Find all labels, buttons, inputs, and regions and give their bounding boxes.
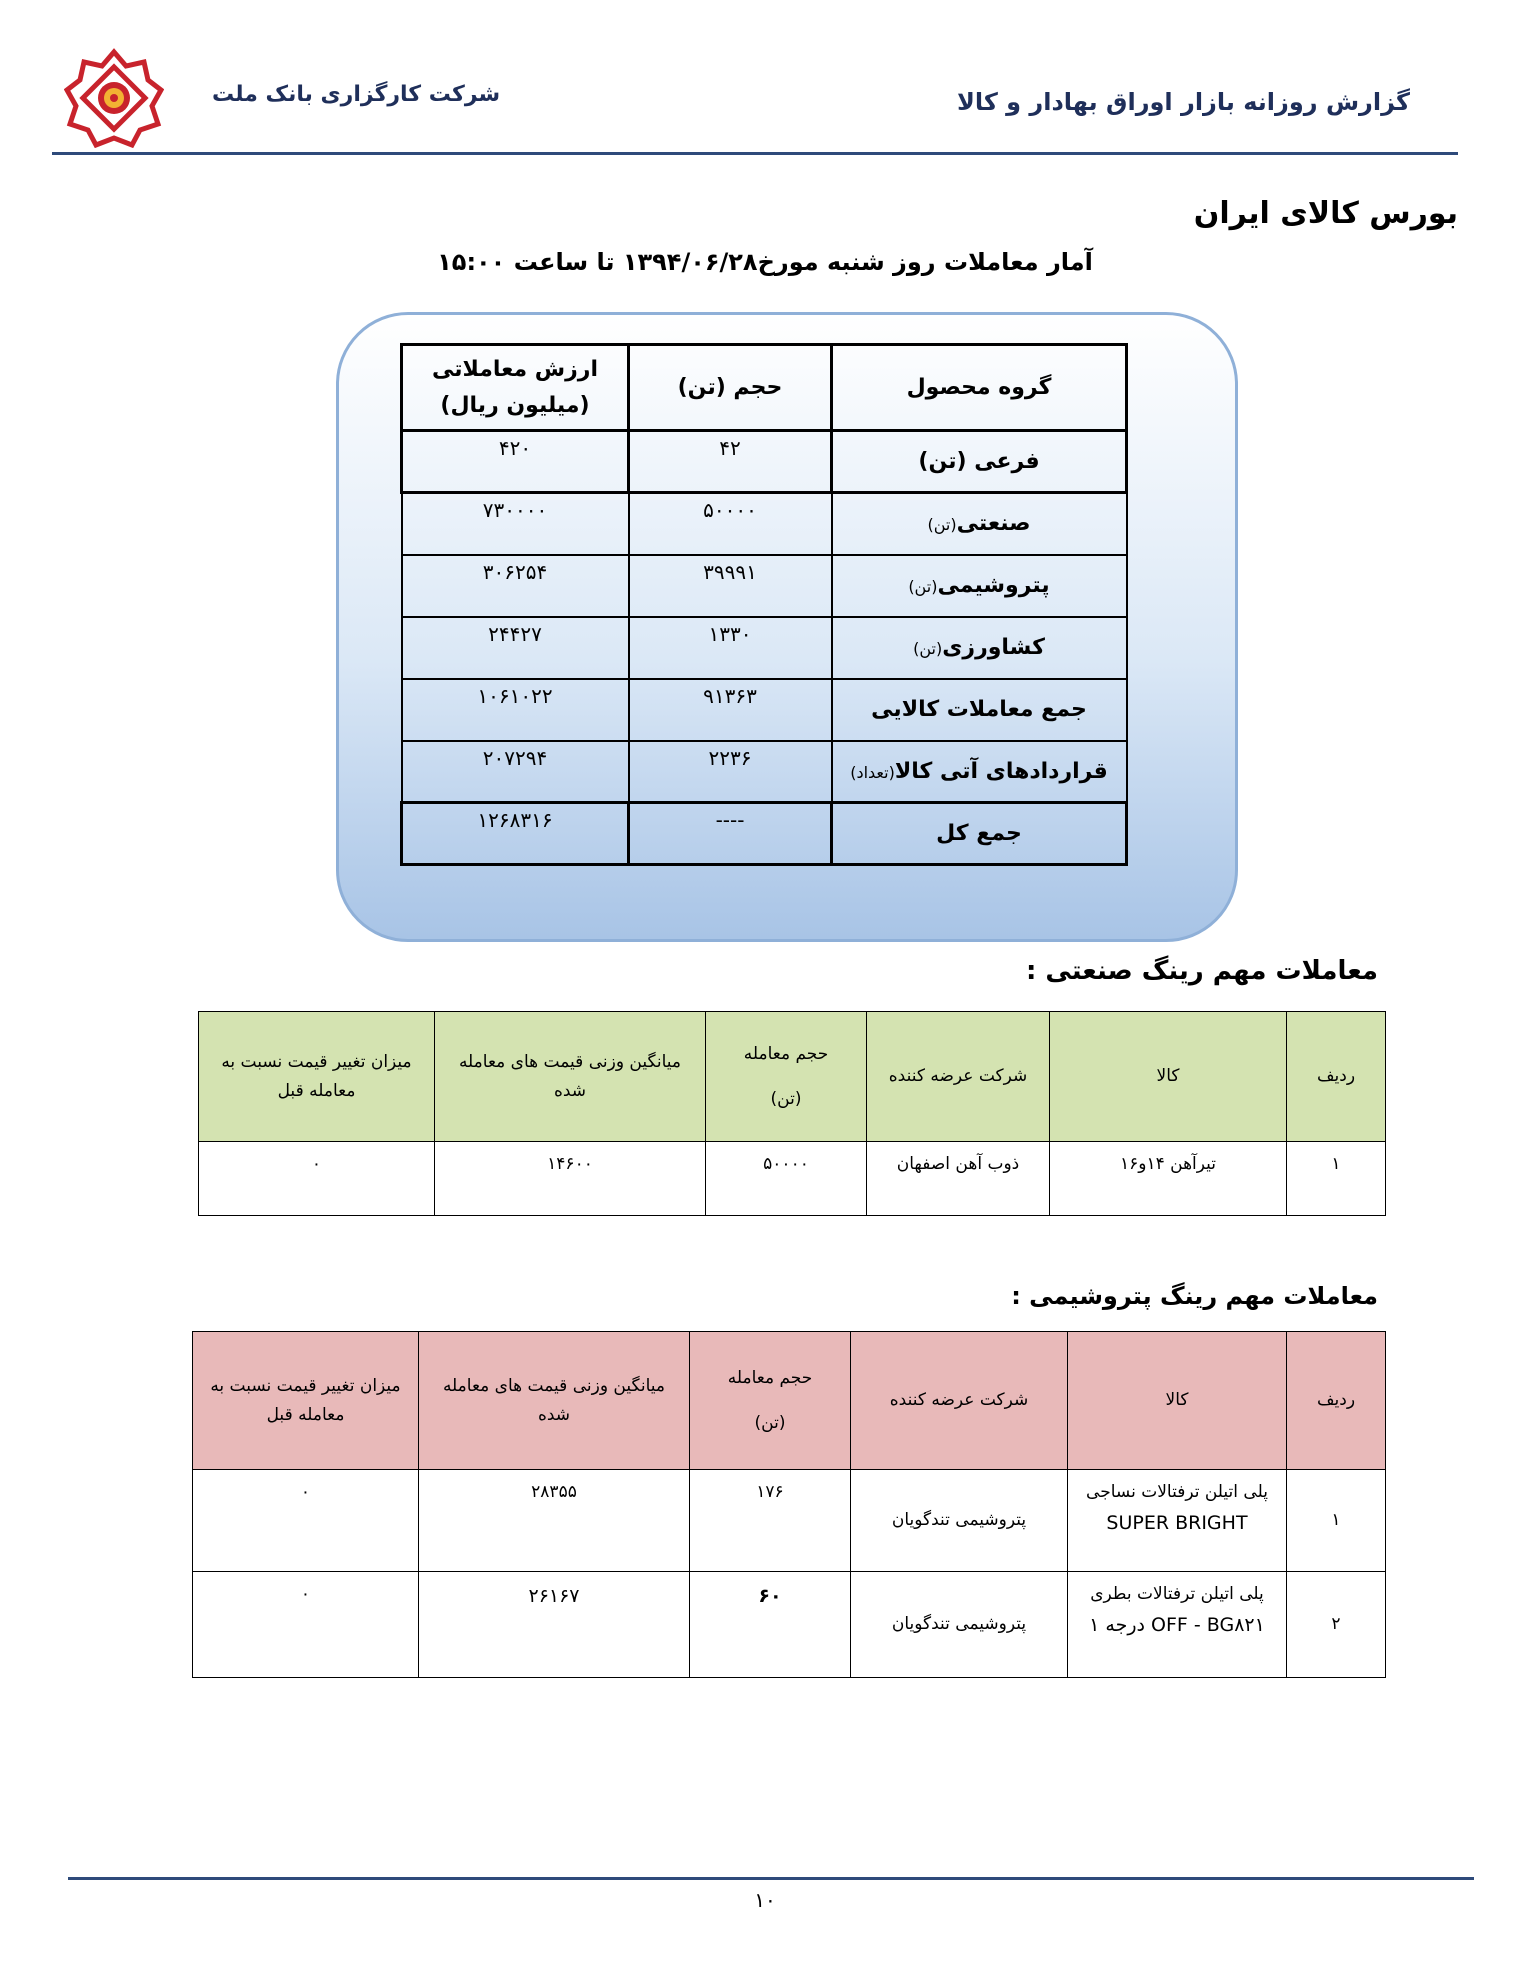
col-price-change: میزان تغییر قیمت نسبت به معامله قبل <box>199 1012 435 1142</box>
row-value: ۳۰۶۲۵۴ <box>402 555 629 617</box>
industrial-table <box>198 1011 1386 1216</box>
header-value <box>402 345 629 431</box>
summary-total-row <box>402 803 1127 865</box>
row-name: جمع کل <box>832 803 1127 865</box>
petrochemical-ring-title: معاملات مهم رینگ پتروشیمی : <box>1011 1282 1378 1310</box>
row-name: پتروشیمی(تن) <box>832 555 1127 617</box>
header-value-line1: ارزش معاملاتی <box>431 357 599 383</box>
row-value: ۲۴۴۲۷ <box>402 617 629 679</box>
row-name: قراردادهای آتی کالا(تعداد) <box>832 741 1127 803</box>
cell-row: ۱ <box>1287 1470 1386 1572</box>
petrochemical-header-row <box>193 1332 1386 1470</box>
cell-supplier: ذوب آهن اصفهان <box>867 1142 1050 1216</box>
table-row <box>193 1572 1386 1678</box>
cell-row: ۲ <box>1287 1572 1386 1678</box>
header-volume: حجم (تن) <box>629 345 832 431</box>
col-commodity: کالا <box>1050 1012 1287 1142</box>
report-title: گزارش روزانه بازار اوراق بهادار و کالا <box>956 88 1410 116</box>
header-group: گروه محصول <box>832 345 1127 431</box>
row-volume: ۳۹۹۹۱ <box>629 555 832 617</box>
col-price-change: میزان تغییر قیمت نسبت به معامله قبل <box>193 1332 419 1470</box>
mellat-logo <box>64 48 164 148</box>
cell-volume: ۶۰ <box>690 1572 851 1678</box>
summary-row <box>402 555 1127 617</box>
col-row: ردیف <box>1287 1332 1386 1470</box>
row-volume: ۹۱۳۶۳ <box>629 679 832 741</box>
row-volume: ۱۳۳۰ <box>629 617 832 679</box>
row-value: ۷۳۰۰۰۰ <box>402 493 629 555</box>
industrial-ring-title: معاملات مهم رینگ صنعتی : <box>1025 956 1378 986</box>
company-name: شرکت کارگزاری بانک ملت <box>212 82 501 107</box>
row-volume: ۵۰۰۰۰ <box>629 493 832 555</box>
row-name: صنعتی(تن) <box>832 493 1127 555</box>
table-row <box>199 1142 1386 1216</box>
col-commodity: کالا <box>1068 1332 1287 1470</box>
cell-commodity: پلی اتیلن ترفتالات نساجی SUPER BRIGHT <box>1068 1470 1287 1572</box>
row-name: کشاورزی(تن) <box>832 617 1127 679</box>
col-avg-price: میانگین وزنی قیمت های معامله شده <box>435 1012 706 1142</box>
header-divider <box>52 152 1458 155</box>
col-row: ردیف <box>1287 1012 1386 1142</box>
row-name: فرعی (تن) <box>832 431 1127 493</box>
cell-avg-price: ۲۸۳۵۵ <box>419 1470 690 1572</box>
footer-divider <box>68 1877 1474 1880</box>
summary-row <box>402 741 1127 803</box>
col-supplier: شرکت عرضه کننده <box>867 1012 1050 1142</box>
summary-table <box>400 343 1128 866</box>
cell-price-change: ۰ <box>193 1470 419 1572</box>
col-supplier: شرکت عرضه کننده <box>851 1332 1068 1470</box>
summary-row <box>402 493 1127 555</box>
cell-volume: ۱۷۶ <box>690 1470 851 1572</box>
row-value: ۱۲۶۸۳۱۶ <box>402 803 629 865</box>
col-volume: حجم معامله (تن) <box>706 1012 867 1142</box>
section-title: بورس کالای ایران <box>1193 196 1458 231</box>
cell-row: ۱ <box>1287 1142 1386 1216</box>
page-number: ۱۰ <box>754 1888 776 1912</box>
row-value: ۲۰۷۲۹۴ <box>402 741 629 803</box>
row-volume: ۴۲ <box>629 431 832 493</box>
trading-stats-subtitle: آمار معاملات روز شنبه مورخ۱۳۹۴/۰۶/۲۸ تا ساعت ۱۵:۰۰ <box>437 248 1093 276</box>
cell-avg-price: ۲۶۱۶۷ <box>419 1572 690 1678</box>
summary-header-row <box>402 345 1127 431</box>
cell-supplier: پتروشیمی تندگویان <box>851 1572 1068 1678</box>
row-name: جمع معاملات کالایی <box>832 679 1127 741</box>
cell-price-change: ۰ <box>199 1142 435 1216</box>
row-value: ۴۲۰ <box>402 431 629 493</box>
petrochemical-table <box>192 1331 1386 1678</box>
cell-avg-price: ۱۴۶۰۰ <box>435 1142 706 1216</box>
cell-price-change: ۰ <box>193 1572 419 1678</box>
industrial-header-row <box>199 1012 1386 1142</box>
summary-row <box>402 431 1127 493</box>
col-avg-price: میانگین وزنی قیمت های معامله شده <box>419 1332 690 1470</box>
row-volume: ۲۲۳۶ <box>629 741 832 803</box>
summary-row <box>402 679 1127 741</box>
cell-commodity: پلی اتیلن ترفتالات بطری OFF - BG۸۲۱ درجه ۱ <box>1068 1572 1287 1678</box>
header-value-line2: (میلیون ریال) <box>440 392 590 418</box>
col-volume: حجم معامله (تن) <box>690 1332 851 1470</box>
row-volume: ---- <box>629 803 832 865</box>
cell-supplier: پتروشیمی تندگویان <box>851 1470 1068 1572</box>
table-row <box>193 1470 1386 1572</box>
cell-volume: ۵۰۰۰۰ <box>706 1142 867 1216</box>
row-value: ۱۰۶۱۰۲۲ <box>402 679 629 741</box>
summary-row <box>402 617 1127 679</box>
cell-commodity: تیرآهن ۱۴و۱۶ <box>1050 1142 1287 1216</box>
